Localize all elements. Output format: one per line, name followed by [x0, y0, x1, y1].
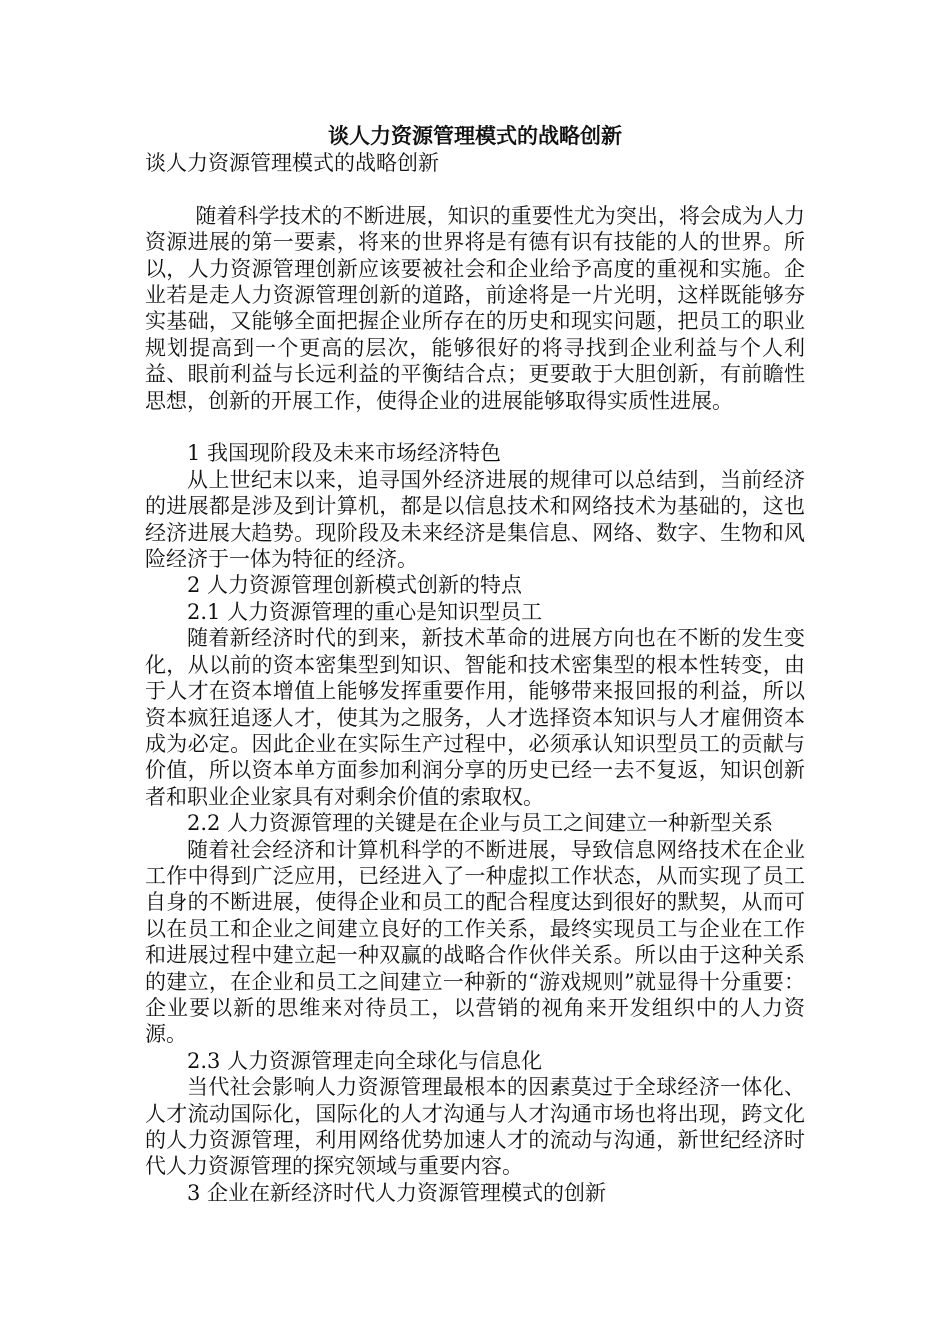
document-page — [145, 120, 805, 1206]
section-heading-2-2: 2.2 人力资源管理的关键是在企业与员工之间建立一种新型关系 — [187, 811, 774, 836]
document-title: 谈人力资源管理模式的战略创新 — [328, 124, 622, 148]
intro-paragraph: 随着科学技术的不断进展，知识的重要性尤为突出，将会成为人力资源进展的第一要素，将来的世界将是有德有识有技能的人的世界。所以，人力资源管理创新应该要被社会和企业给予高度的重视和实施。企业若是走人力资源管理创新的道路，前途将是一片光明，这样既能够夯实基础，又能够全面把握企业所存在的历史和现实问题，把员工的职业规划提高到一个更高的层次，能够很好的将寻找到企业利益与个人利益、眼前利益与长远利益的平衡结合点；更要敢于大胆创新，有前瞻性思想，创新的开展工作，使得企业的进展能够取得实质性进展。 — [145, 203, 805, 413]
blank-line — [145, 176, 805, 202]
section-heading-3: 3 企业在新经济时代人力资源管理模式的创新 — [187, 1180, 607, 1205]
section-body-2-3: 当代社会影响人力资源管理最根本的因素莫过于全球经济一体化、人才流动国际化，国际化的人才沟通与人才沟通市场也将出现，跨文化的人力资源管理，利用网络优势加速人才的流动与沟通，新世纪经济时代人力资源管理的探究领域与重要内容。 — [145, 1075, 805, 1179]
section-body-2-2: 随着社会经济和计算机科学的不断进展，导致信息网络技术在企业工作中得到广泛应用，已经进入了一种虚拟工作状态，从而实现了员工自身的不断进展，使得企业和员工的配合程度达到很好的默契，从而可以在员工和企业之间建立良好的工作关系，最终实现员工与企业在工作和进展过程中建立起一种双赢的战略合作伙伴关系。所以由于这种关系的建立，在企业和员工之间建立一种新的“游戏规则”就显得十分重要：企业要以新的思维来对待员工，以营销的视角来开发组织中的人力资源。 — [145, 837, 805, 1047]
section-heading-1: 1 我国现阶段及未来市场经济特色 — [187, 441, 502, 466]
section-heading-2: 2 人力资源管理创新模式创新的特点 — [187, 573, 523, 598]
section-heading-2-1: 2.1 人力资源管理的重心是知识型员工 — [187, 599, 543, 624]
blank-line — [145, 414, 805, 440]
section-heading-2-3: 2.3 人力资源管理走向全球化与信息化 — [187, 1048, 543, 1073]
section-body-1: 从上世纪末以来，追寻国外经济进展的规律可以总结到，当前经济的进展都是涉及到计算机，都是以信息技术和网络技术为基础的，这也经济进展大趋势。现阶段及未来经济是集信息、网络、数字、生物和风险经济于一体为特征的经济。 — [145, 467, 805, 572]
section-body-2-1: 随着新经济时代的到来，新技术革命的进展方向也在不断的发生变化，从以前的资本密集型到知识、智能和技术密集型的根本性转变，由于人才在资本增值上能够发挥重要作用，能够带来报回报的利益，所以资本疯狂追逐人才，使其为之服务，人才选择资本知识与人才雇佣资本成为必定。因此企业在实际生产过程中，必须承认知识型员工的贡献与价值，所以资本单方面参加利润分享的历史已经一去不复返，知识创新者和职业企业家具有对剩余价值的索取权。 — [145, 626, 805, 809]
document-subtitle: 谈人力资源管理模式的战略创新 — [145, 151, 439, 175]
